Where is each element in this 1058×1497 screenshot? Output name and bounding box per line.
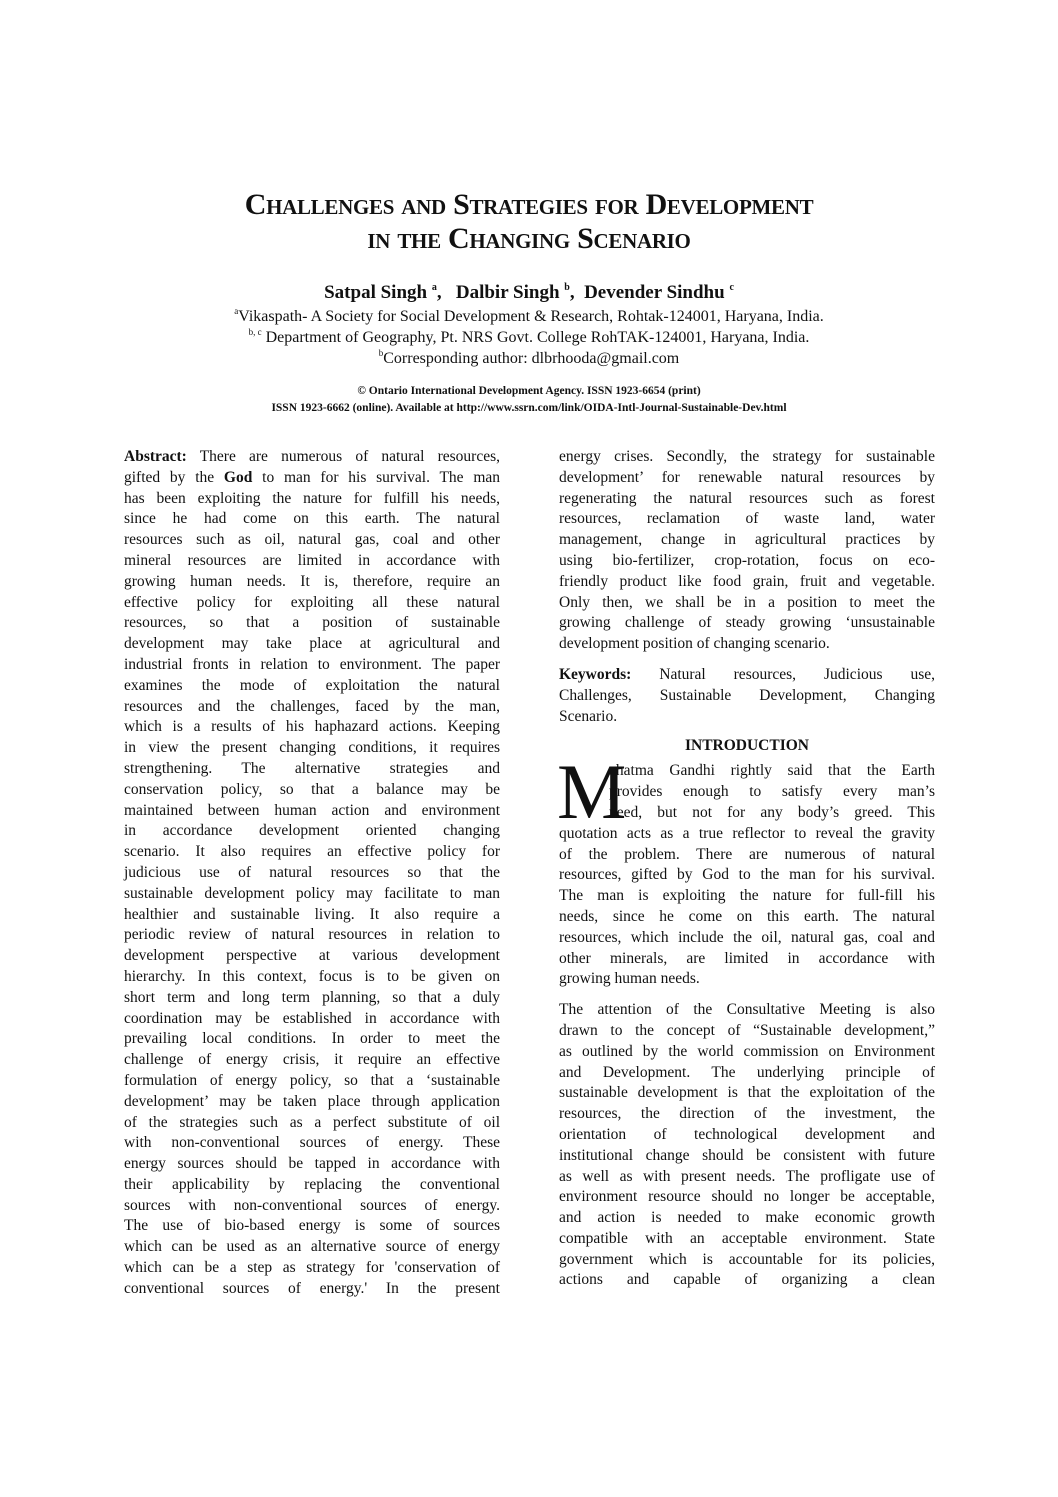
text-line: resources, so that a position of sustainable [124,614,500,632]
text-line: examines the mode of exploitation the natural [124,676,500,694]
text-line: resources such as oil, natural gas, coal and other [124,531,500,549]
author-list [0,277,1058,304]
text-line: development perspective at various development [124,947,500,965]
text-line: with non-conventional sources of energy. These [124,1134,500,1152]
text-line: challenge of energy crisis, it require an effective [124,1051,500,1069]
text-line: development’ for renewable natural resources by [559,468,935,486]
intro-paragraph-1 [557,748,935,990]
text-line: resources, reclamation of waste land, water [559,510,935,528]
text-line: sustainable development is that the exploitation of the [559,1084,935,1102]
drop-cap: M [557,748,627,836]
text-line: Keywords: Natural resources, Judicious use, [559,665,935,683]
text-line: institutional change should be consistent with future [559,1146,935,1164]
text-line: needs, since he come on this earth. The natural [559,907,935,925]
text-line: provides enough to satisfy every man’s [609,783,935,801]
section-heading-introduction: INTRODUCTION [684,737,809,755]
text-line: and action is needed to make economic growth [559,1209,935,1227]
text-line: resources and the challenges, faced by the man, [124,697,500,715]
affiliation-mark: a [234,306,239,316]
text-line: scenario. It also requires an effective policy for [124,843,500,861]
text-line: of the strategies such as a perfect substitute of oil [124,1113,500,1131]
text-line: actions and capable of organizing a clean [559,1271,935,1289]
author-mark: b [564,282,570,293]
text-line: prevailing local conditions. In order to meet the [124,1030,500,1048]
text-line: Scenario. [559,707,618,725]
text-line: their applicability by replacing the conventional [124,1175,500,1193]
text-line: quotation acts as a true reflector to reveal the gravity [559,824,935,842]
text-line: environment resource should no longer be acceptable, [559,1188,935,1206]
text-line: which is a results of his haphazard actions. Keeping [124,718,500,736]
text-line: sustainable development policy may facilitate to man [124,884,500,902]
affiliation-mark: b, c [248,327,262,337]
text-line: energy sources should be tapped in accordance with [124,1155,500,1173]
text-line: Challenges, Sustainable Development, Changing [559,686,935,704]
text-line: friendly product like food grain, fruit and vegetable. [559,572,935,590]
keywords [559,665,935,727]
intro-paragraph-2 [559,1000,935,1291]
abstract-continued [559,447,935,655]
right-column [559,447,935,1291]
author-mark: c [729,282,734,293]
copyright-line: © Ontario International Development Agency. ISSN 1923-6654 (print) [357,385,701,397]
text-line: The man is exploiting the nature for full-fill his [559,887,935,905]
keywords-label: Keywords: [559,665,632,683]
text-line: need, but not for any body’s greed. This [609,803,935,821]
text-line: compatible with an acceptable environment. State [559,1229,935,1247]
text-line: government which is accountable for its policies, [559,1250,935,1268]
text-line: growing human needs. [559,970,700,988]
affiliation-text: Department of Geography, Pt. NRS Govt. College RohTAK-124001, Haryana, India. [261,329,810,346]
text-line: judicious use of natural resources so that the [124,863,500,881]
text-line: management, change in agricultural practices by [559,531,935,549]
text-line: conventional sources of energy.' In the present [124,1279,500,1297]
text-line: regenerating the natural resources such as forest [559,489,935,507]
text-line: as outlined by the world commission on Environment [559,1042,935,1060]
text-line: and Development. The underlying principle of [559,1063,935,1081]
text-line: healthier and sustainable living. It also require a [124,905,500,923]
text-line: has been exploiting the nature for fulfill his needs, [124,489,500,507]
text-line: coordination may be established in accordance with [124,1009,500,1027]
issn-line[interactable]: ISSN 1923-6662 (online). Available at http://www.ssrn.com/link/OIDA-Intl-Journal-Sustainable-Dev.html [271,402,787,414]
text-line: since he had come on this earth. The natural [124,510,500,528]
text-line: which can be a step as strategy for 'conservation of [124,1259,500,1277]
author-separator: , [569,282,580,303]
affiliation-text: Vikaspath- A Society for Social Development & Research, Rohtak-124001, Haryana, India. [238,308,824,325]
title-line-2: in the Changing Scenario [367,222,691,255]
text-line: resources, the direction of the investment, the [559,1105,935,1123]
text-line: sources with non-conventional sources of energy. [124,1196,500,1214]
text-line: ahatma Gandhi rightly said that the Earth [609,762,935,780]
corresponding-author [0,343,1058,369]
paper-title [0,188,1058,256]
text-line: The attention of the Consultative Meeting is also [559,1001,935,1019]
author-name: Dalbir Singh [455,282,560,303]
text-line: maintained between human action and environment [124,801,500,819]
left-column [124,447,500,1300]
text-line: development’ may be taken place through application [124,1092,500,1110]
affiliation-mark: b [378,348,384,358]
author-separator: , [436,282,452,303]
text-line: drawn to the concept of “Sustainable development,” [559,1021,935,1039]
text-line: short term and long term planning, so that a duly [124,988,500,1006]
text-line: energy crises. Secondly, the strategy for sustainable [559,448,935,465]
text-line: in accordance development oriented changing [124,822,500,840]
text-line: development position of changing scenario. [559,635,830,653]
text-line: of the problem. There are numerous of natural [559,845,935,863]
text-line: effective policy for exploiting all these natural [124,593,500,611]
corresponding-author-text[interactable]: Corresponding author: dlbrhooda@gmail.com [383,350,680,367]
abstract-label: Abstract: [124,448,187,465]
text-line: strengthening. The alternative strategies and [124,759,500,777]
abstract [124,447,500,1300]
text-line: gifted by the God to man for his survival. The man [124,468,501,486]
text-line: resources, which include the oil, natural gas, coal and [559,928,935,946]
text-line: Only then, we shall be in a position to meet the [559,593,935,611]
text-line: industrial fronts in relation to environment. The paper [124,655,500,673]
text-line: growing challenge of steady growing ‘unsustainable [559,614,935,632]
text-line: periodic review of natural resources in relation to [124,926,500,944]
text-line: using bio-fertilizer, crop-rotation, focus on eco- [559,551,935,569]
text-line: as well as with present needs. The profligate use of [559,1167,935,1185]
text-line: other minerals, are limited in accordance with [559,949,935,967]
text-line: in view the present changing conditions, it requires [124,739,500,757]
title-line-1: Challenges and Strategies for Development [244,188,814,221]
text-line: formulation of energy policy, so that a ‘sustainable [124,1071,500,1089]
text-line: resources, gifted by God to the man for his survival. [559,866,935,884]
text-line: conservation policy, so that a balance may be [124,780,500,798]
author-mark: a [431,282,437,293]
text-line: mineral resources are limited in accordance with [124,551,500,569]
author-name: Devender Sindhu [584,282,725,303]
text-line: Abstract: There are numerous of natural resources, [124,448,500,465]
text-line: The use of bio-based energy is some of sources [124,1217,500,1235]
text-line: development may take place at agricultural and [124,635,500,653]
author-name: Satpal Singh [324,282,428,303]
text-line: hierarchy. In this context, focus is to be given on [124,967,500,985]
text-line: orientation of technological development and [559,1125,935,1143]
text-line: growing human needs. It is, therefore, require an [124,572,500,590]
text-line: which can be used as an alternative source of energy [124,1238,500,1256]
